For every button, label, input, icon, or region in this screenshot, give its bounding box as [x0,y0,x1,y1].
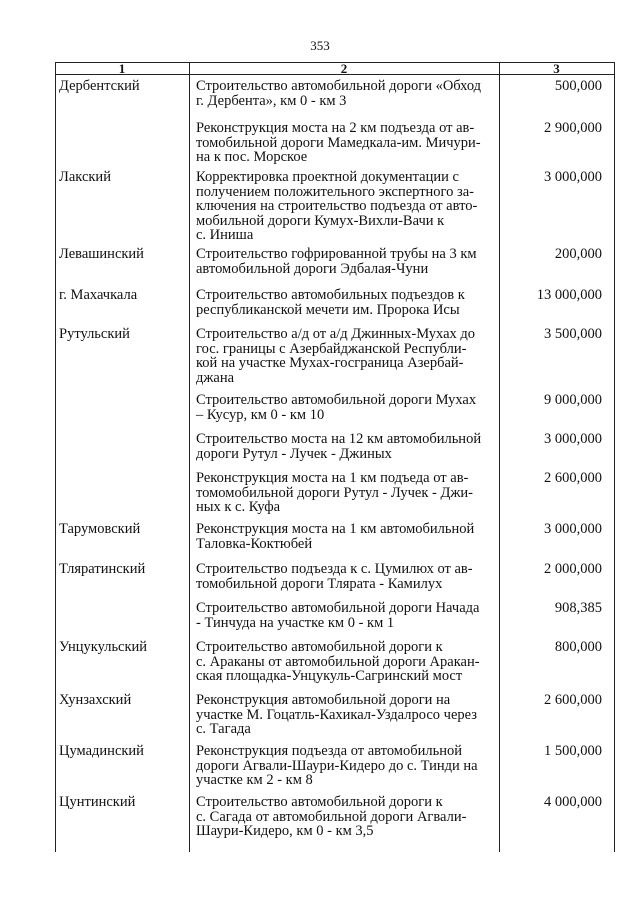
description-line: участке км 2 - км 8 [196,772,313,788]
description-line: Реконструкция моста на 1 км подъеда от ав- [196,470,469,486]
district-cell: Дербентский [59,78,140,94]
district-cell: Тляратинский [59,561,146,577]
header-col-1: 1 [118,61,126,76]
amount-cell: 2 600,000 [544,470,602,486]
description-line: с. Иниша [196,227,254,243]
description-line: Реконструкция автомобильной дороги на [196,692,451,708]
district-cell: Рутульский [59,326,130,342]
description-line: Строительство автомобильных подъездов к [196,287,465,303]
amount-cell: 800,000 [554,639,602,655]
description-line: Строительство моста на 12 км автомобильной [196,431,482,447]
amount-cell: 2 900,000 [544,120,602,136]
page-number: 353 [310,38,330,53]
description-line: дороги Рутул - Лучек - Джиных [196,445,392,462]
amount-cell: 200,000 [554,246,602,262]
description-line: республиканской мечети им. Пророка Исы [196,301,460,318]
description-line: томобильной дороги Мамедкала-им. Мичури- [196,134,481,151]
amount-cell: 908,385 [554,600,602,616]
table-right-border [614,62,615,852]
header-col-3: 3 [553,61,560,76]
district-cell: Хунзахский [59,692,132,708]
description-line: с. Тагада [196,721,251,737]
description-line: ская площадка-Унцукуль-Сагринский мост [196,668,463,684]
budget-table [55,62,615,852]
project-description-cell [196,562,496,591]
description-line: Корректировка проектной документации с [196,169,459,185]
project-description-cell [196,640,496,684]
district-cell: Цумадинский [59,743,144,759]
district-cell: Цунтинский [59,794,136,810]
description-line: Строительство автомобильной дороги к [196,794,443,810]
project-description-cell [196,288,496,317]
description-line: Реконструкция подъезда от автомобильной [196,743,462,759]
table-left-border [55,62,56,852]
amount-cell: 13 000,000 [536,287,602,303]
amount-cell: 3 000,000 [544,169,602,185]
project-description-cell [196,393,496,422]
project-description-cell [196,327,496,385]
district-cell: Левашинский [59,246,144,262]
description-line: Строительство подъезда к с. Цумилюх от ав- [196,561,473,577]
description-line: томобильной дороги Тлярата - Камилух [196,575,443,592]
amount-cell: 2 600,000 [544,692,602,708]
description-line: с. Сагада от автомобильной дороги Агвали- [196,808,467,825]
description-line: дороги Агвали-Шаури-Кидеро до с. Тинди на [196,757,478,774]
project-description-cell [196,795,496,839]
project-description-cell [196,170,496,243]
amount-cell: 3 000,000 [544,431,602,447]
description-line: Строительство автомобильной дороги Мухах [196,392,477,408]
description-line: Строительство автомобильной дороги Начада [196,600,480,616]
description-line: участке М. Гоцатль-Кахикал-Уздалросо через [196,706,477,723]
description-line: джана [196,369,235,386]
amount-cell: 3 000,000 [544,521,602,537]
description-line: с. Араканы от автомобильной дороги Аракан- [196,653,480,670]
project-description-cell [196,432,496,461]
description-line: гос. границы с Азербайджанской Республи- [196,340,467,357]
amount-cell: 4 000,000 [544,794,602,810]
project-description-cell [196,693,496,737]
description-line: ных к с. Куфа [196,499,281,515]
amount-cell: 1 500,000 [544,743,602,759]
project-description-cell [196,121,496,165]
description-line: Строительство автомобильной дороги «Обход [196,78,482,94]
description-line: томомобильной дороги Рутул - Лучек - Джи- [196,484,473,501]
project-description-cell [196,247,496,276]
description-line: - Тинчуда на участке км 0 - км 1 [196,614,395,631]
description-line: Строительство гофрированной трубы на 3 км [196,246,477,262]
description-line: мобильной дороги Кумух-Вихли-Вачи к [196,212,445,229]
description-line: ключения на строительство подъезда от авто- [196,198,478,214]
description-line: Таловка-Коктюбей [196,535,313,552]
project-description-cell [196,522,496,551]
district-cell: г. Махачкала [59,287,138,303]
district-cell: Тарумовский [59,521,141,537]
header-col-2: 2 [340,61,348,76]
description-line: Реконструкция моста на 1 км автомобильной [196,521,475,537]
project-description-cell [196,744,496,788]
description-line: Строительство а/д от а/д Джинных-Мухах до [196,326,476,342]
district-cell: Унцукульский [59,639,148,655]
amount-cell: 3 500,000 [544,326,602,342]
amount-cell: 500,000 [554,78,602,94]
description-line: Шаури-Кидеро, км 0 - км 3,5 [196,823,374,839]
description-line: Реконструкция моста на 2 км подъезда от ав- [196,120,475,136]
project-description-cell [196,471,496,515]
project-description-cell [196,79,496,108]
description-line: получением положительного экспертного за- [196,183,474,200]
project-description-cell [196,601,496,630]
amount-cell: 9 000,000 [544,392,602,408]
description-line: Строительство автомобильной дороги к [196,639,443,655]
col-divider-1 [189,62,190,852]
description-line: на к пос. Морское [196,149,308,165]
district-cell: Лакский [59,169,111,185]
description-line: автомобильной дороги Эдбалая-Чуни [196,260,429,277]
description-line: – Кусур, км 0 - км 10 [196,406,325,423]
col-divider-2 [499,62,500,852]
description-line: г. Дербента», км 0 - км 3 [196,92,347,109]
amount-cell: 2 000,000 [544,561,602,577]
description-line: кой на участке Мухах-госграница Азербай- [196,355,464,371]
